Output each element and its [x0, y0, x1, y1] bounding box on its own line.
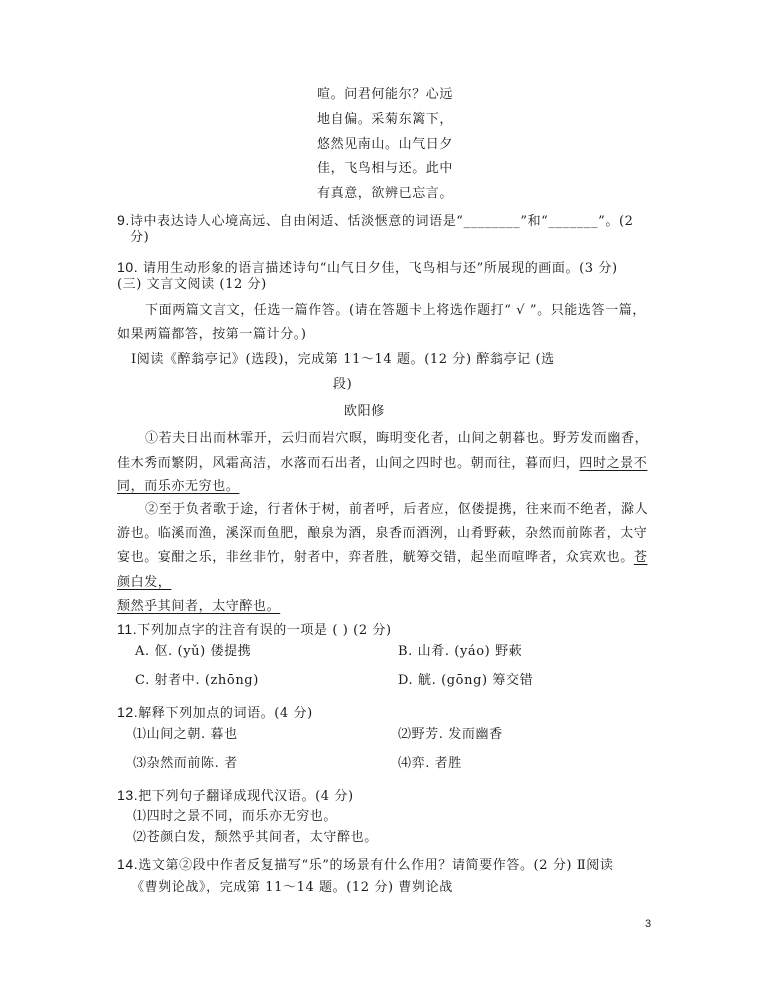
poem-line: 地自偏。采菊东篱下， [317, 112, 454, 127]
question-text: 解释下列加点的词语。(4 分) [138, 706, 313, 721]
question-text: 下列加点字的注音有误的一项是 ( ) (2 分) [137, 623, 392, 638]
option-b: B. 山肴. (yáo) 野蔌 [398, 644, 523, 659]
underlined-sentence: 苍 [633, 550, 648, 565]
section-title: (三) 文言文阅读 (12 分) [117, 277, 267, 292]
author-name: 欧阳修 [344, 404, 385, 419]
option-d: D. 觥. (gōng) 筹交错 [398, 673, 534, 688]
passage-text: 佳木秀而繁阴，风霜高洁，水落而石出者，山间之四时也。朝而往，暮而归， [117, 456, 580, 471]
question-10 [117, 258, 618, 278]
question-9-continued: 分) [130, 230, 150, 245]
passage-line: ②至于负者歌于途，行者休于树，前者呼，后者应，伛偻提携，往来而不绝者，滁人 [145, 502, 649, 517]
passage-line [117, 455, 647, 473]
underlined-sentence: 同，而乐亦无穷也。 [117, 479, 240, 494]
passage-line: ①若夫日出而林霏开，云归而岩穴暝，晦明变化者，山间之朝暮也。野芳发而幽香， [145, 431, 649, 446]
question-number: 13. [117, 787, 139, 803]
passage-line [117, 549, 647, 567]
question-number: 12. [117, 704, 139, 720]
question-number: 9. [117, 212, 130, 228]
reading-instruction: Ⅰ阅读《醉翁亭记》(选段)，完成第 11～14 题。(12 分) 醉翁亭记 (选 [131, 352, 555, 367]
question-13 [117, 786, 354, 806]
question-text: 诗中表达诗人心境高远、自由闲适、恬淡惬意的词语是“________”和“_______”。(2 [129, 214, 634, 229]
section-intro: 如果两篇都答，按第一篇计分。) [117, 327, 307, 342]
question-number: 11. [117, 621, 138, 637]
poem-line: 喧。问君何能尔？心远 [317, 87, 454, 102]
question-14 [117, 855, 613, 875]
sub-item: ⑵苍颜白发，颓然乎其间者，太守醉也。 [133, 830, 378, 845]
poem-line: 悠然见南山。山气日夕 [317, 137, 454, 152]
reading-instruction-continued: 段) [333, 377, 353, 392]
question-11 [117, 620, 392, 640]
poem-line: 有真意，欲辨已忘言。 [317, 186, 454, 201]
option-a: A. 伛. (yǔ) 偻提携 [135, 644, 252, 659]
page-number: 3 [645, 918, 652, 930]
question-12 [117, 703, 313, 723]
underlined-sentence: 四时之景不 [579, 456, 648, 471]
question-text: 把下列句子翻译成现代汉语。(4 分) [138, 789, 354, 804]
question-number: 14. [117, 856, 139, 872]
question-text: 选文第②段中作者反复描写“乐”的场景有什么作用？请简要作答。(2 分) Ⅱ阅读 [138, 858, 614, 873]
poem-line: 佳，飞鸟相与还。此中 [317, 161, 454, 176]
sub-item: ⑷弈. 者胜 [398, 756, 462, 771]
underlined-sentence: 颓然乎其间者，太守醉也。 [117, 599, 281, 614]
question-14-continued: 《曹刿论战》，完成第 11～14 题。(12 分) 曹刿论战 [131, 880, 453, 895]
question-number: 10. [117, 259, 139, 275]
sub-item: ⑶杂然而前陈. 者 [133, 756, 238, 771]
passage-text: 宴也。宴酣之乐，非丝非竹，射者中，弈者胜，觥筹交错，起坐而喧哗者，众宾欢也。 [117, 550, 634, 565]
underlined-sentence: 颜白发， [117, 575, 172, 590]
option-c: C. 射者中. (zhōng) [135, 673, 259, 688]
sub-item: ⑴山间之朝. 暮也 [133, 727, 238, 742]
sub-item: ⑴四时之景不同，而乐亦无穷也。 [133, 809, 338, 824]
passage-line: 游也。临溪而渔，溪深而鱼肥，酿泉为酒，泉香而酒洌，山肴野蔌，杂然而前陈者，太守 [117, 526, 648, 541]
question-text: 请用生动形象的语言描述诗句“山气日夕佳，飞鸟相与还”所展现的画面。(3 分) [143, 261, 618, 276]
question-9 [117, 211, 634, 231]
section-intro: 下面两篇文言文，任选一篇作答。(请在答题卡上将选作题打“ √ ”。只能选答一篇， [145, 303, 646, 318]
sub-item: ⑵野芳. 发而幽香 [398, 727, 503, 742]
